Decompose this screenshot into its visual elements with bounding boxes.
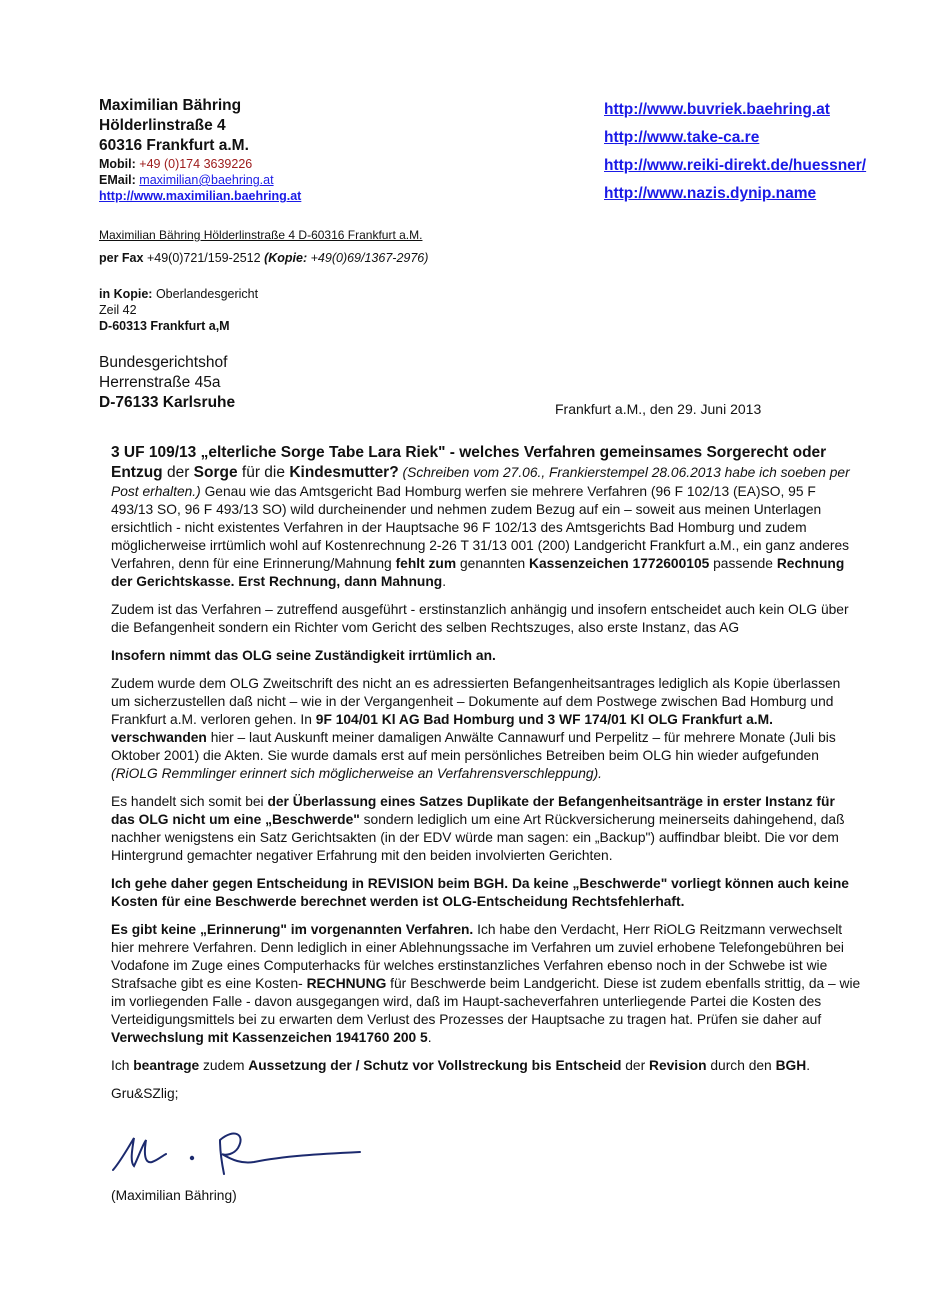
fax-copy-label: (Kopie: (264, 251, 308, 265)
return-address: Maximilian Bähring Hölderlinstraße 4 D-60316 Frankfurt a.M. (99, 228, 423, 242)
sender-street: Hölderlinstraße 4 (99, 117, 226, 134)
link-reiki-direkt[interactable]: http://www.reiki-direkt.de/huessner/ (604, 157, 867, 174)
sender-email (99, 172, 429, 188)
email-link[interactable]: maximilian@baehring.at (139, 173, 274, 187)
copy-court: Oberlandesgericht (155, 287, 259, 301)
signer-name: (Maximilian Bähring) (111, 1188, 237, 1203)
paragraph-4: Zudem wurde dem OLG Zweitschrift des nicht an es adressierten Befangenheitsantrages lediglich als Kopie überlassen um sicherzustellen daß nicht – wie in der Vergangenheit – Dokumente auf dem Postwege zwischen Bad Homburg und Frankfurt a.M. verloren gehen. In 9F 104/01 Kl AG Bad Homburg und 3 WF 174/01 Kl OLG Frankfurt a.M. verschwanden hier – laut Auskunft meiner damaligen Anwälte Cannawurf und Perpelitz – für mehrere Monate (Juli bis Oktober 2001) die Akten. Sie wurde damals erst auf mein persönliches Betreiben beim OLG hin wieder aufgefunden (RiOLG Remmlinger erinnert sich möglicherweise an Verfahrensverschleppung). (111, 676, 841, 781)
fax-number: +49(0)721/159-2512 (146, 251, 261, 265)
fax-line (99, 251, 428, 265)
sender-city: 60316 Frankfurt a.M. (99, 137, 249, 154)
handwritten-signature (108, 1118, 378, 1188)
recipient-block (99, 353, 235, 413)
fax-label: per Fax (99, 251, 144, 265)
sender-website-link[interactable]: http://www.maximilian.baehring.at (99, 189, 302, 203)
copy-street: Zeil 42 (99, 303, 137, 317)
email-label: EMail: (99, 173, 136, 187)
paragraph-3: Insofern nimmt das OLG seine Zuständigkeit irrtümlich an. (111, 648, 496, 663)
recipient-street: Herrenstraße 45a (99, 374, 221, 391)
mobile-label: Mobil: (99, 157, 136, 171)
paragraph-subject: 3 UF 109/13 „elterliche Sorge Tabe Lara Riek" - welches Verfahren gemeinsames Sorgerecht oder Entzug der Sorge für die Kindesmutter? (Schreiben vom 27.06., Frankierstempel 28.06.2013 habe ich soeben per Post erhalten.) Genau wie das Amtsgericht Bad Homburg werfen sie mehrere Verfahren (96 F 102/13 (EA)SO, 95 F 493/13 SO, 96 F 493/13 SO) wild durcheinender und nehmen zudem Bezug auf ein – soweit aus meinen Unterlagen ersichtlich - nicht existentes Verfahren in der Hauptsache 96 F 102/13 des Amtsgerichts Bad Homburg und zudem möglicherweise irrtümlich wohl auf Kostenrechnung 2-26 T 31/13 001 (200) Landgericht Frankfurt a.M., ein ganz anderes Verfahren, denn für eine Erinnerung/Mahnung fehlt zum genannten Kassenzeichen 1772600105 passende Rechnung der Gerichtskasse. Erst Rechnung, dann Mahnung. (111, 444, 850, 589)
copy-recipient-block (99, 286, 258, 334)
paragraph-7: Es gibt keine „Erinnerung" im vorgenannten Verfahren. Ich habe den Verdacht, Herr RiOLG Reitzmann verwechselt hier mehrere Verfahren. Denn lediglich in einer Ablehnungssache im Verfahren um zuviel erhobene Telefongebühren bei Vodafone im Zuge eines Computerhacks für welches erstinstanzliches Verfahren ebenso noch in der Schwebe ist wie Strafsache gibt es eine Kosten- RECHNUNG für Beschwerde beim Landgericht. Diese ist zudem ebenfalls strittig, da – wie im vorliegenden Falle - davon ausgegangen wird, daß im Haupt-sacheverfahren unterliegende Partei die Kosten des Verteidigungsmittels bei zu erwarten dem Verlust des Prozesses der Hauptsache zu tragen hat. Prüfen sie daher auf Verwechslung mit Kassenzeichen 1941760 200 5. (111, 922, 861, 1045)
recipient-city: D-76133 Karlsruhe (99, 394, 236, 411)
paragraph-8: Ich beantrage zudem Aussetzung der / Schutz vor Vollstreckung bis Entscheid der Revision durch den BGH. (111, 1058, 811, 1073)
closing-greeting: Gru&SZlig; (111, 1086, 179, 1101)
letter-body (111, 443, 861, 1113)
paragraph-2: Zudem ist das Verfahren – zutreffend ausgeführt - erstinstanzlich anhängig und insofern entscheidet auch kein OLG über die Befangenheit sondern ein Richter vom Gericht des selben Rechtszuges, also erste Instanz, das AG (111, 602, 849, 635)
sender-mobile (99, 156, 429, 172)
mobile-number: +49 (0)174 3639226 (139, 157, 253, 171)
link-buvriek[interactable]: http://www.buvriek.baehring.at (604, 101, 830, 118)
letter-date: Frankfurt a.M., den 29. Juni 2013 (555, 401, 762, 417)
website-links (604, 96, 904, 208)
copy-city: D-60313 Frankfurt a,M (99, 319, 230, 333)
link-take-care[interactable]: http://www.take-ca.re (604, 129, 760, 146)
sender-block (99, 96, 429, 204)
sender-name: Maximilian Bähring (99, 97, 242, 114)
copy-label: in Kopie: (99, 287, 153, 301)
paragraph-6: Ich gehe daher gegen Entscheidung in REVISION beim BGH. Da keine „Beschwerde" vorliegt können auch keine Kosten für eine Beschwerde berechnet werden ist OLG-Entscheidung Rechtsfehlerhaft. (111, 876, 849, 909)
recipient-name: Bundesgerichtshof (99, 354, 228, 371)
paragraph-5: Es handelt sich somit bei der Überlassung eines Satzes Duplikate der Befangenheitsanträge in erster Instanz für das OLG nicht um eine „Beschwerde" sondern lediglich um eine Art Rückversicherung meinerseits dahingehend, daß nachher wenigstens ein Satz Gerichtsakten (in der EDV würde man sagen: ein „Backup") auffindbar bleibt. Die vor dem Hintergrund gemachter negativer Erfahrung mit den beiden involvierten Gerichten. (111, 794, 845, 863)
fax-copy-number: +49(0)69/1367-2976) (310, 251, 429, 265)
link-nazis-dynip[interactable]: http://www.nazis.dynip.name (604, 185, 817, 202)
